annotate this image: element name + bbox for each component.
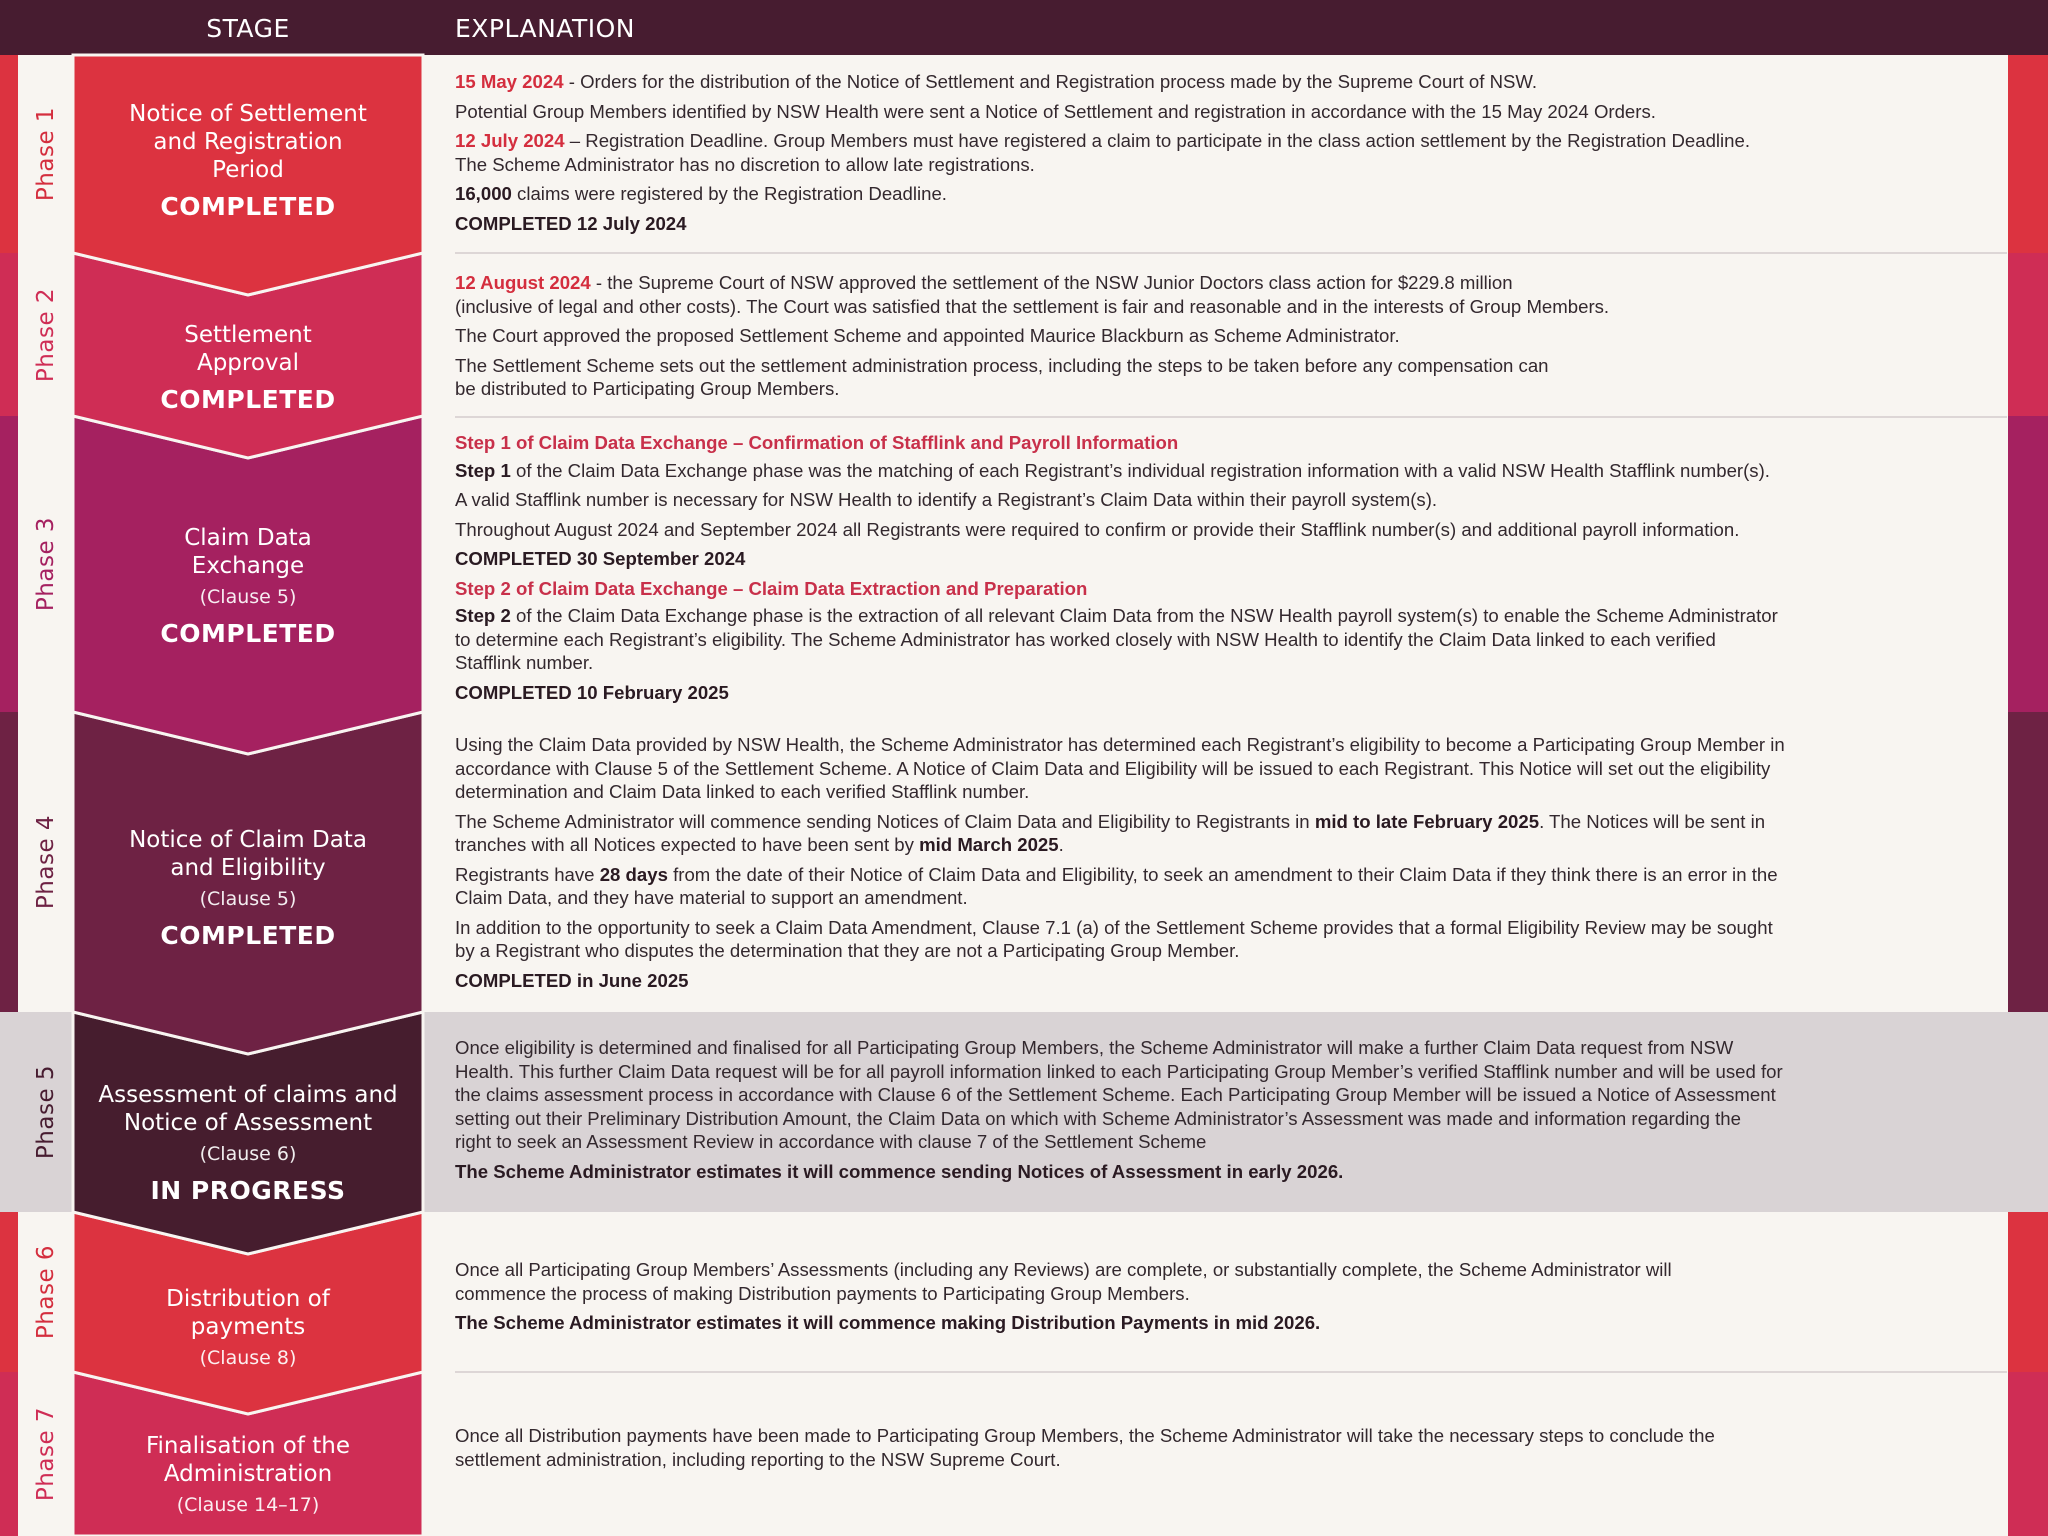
phase-label-text: Phase 2 bbox=[33, 287, 59, 382]
explanation-paragraph: Once all Participating Group Members’ Assessments (including any Reviews) are complete, or substantially complete, the Scheme Administrator will commence the process of making Distribution payments to Participating Group Members. bbox=[455, 1259, 1672, 1304]
stage-clause: (Clause 14–17) bbox=[176, 1494, 320, 1516]
phase-explanation bbox=[455, 1036, 2000, 1189]
stage-title: Claim Data Exchange bbox=[184, 525, 312, 579]
explanation-paragraph: A valid Stafflink number is necessary for NSW Health to identify a Registrant’s Claim Data within their payroll system(s). bbox=[455, 489, 1438, 510]
stage-text bbox=[73, 826, 423, 950]
explanation-column-header: EXPLANATION bbox=[455, 14, 635, 43]
row-divider bbox=[455, 252, 2007, 254]
explanation-paragraph: Using the Claim Data provided by NSW Health, the Scheme Administrator has determined each Registrant’s eligibility to become a Participating Group Member in accordance with Clause 5 of the Settlement Scheme. A Notice of Claim Data and Eligibility will be issued to each Registrant. This Notice will set out the eligibility determination and Claim Data linked to each verified Stafflink number. bbox=[455, 734, 1785, 802]
explanation-paragraph: Once all Distribution payments have been made to Participating Group Members, the Scheme Administrator will take the necessary steps to conclude the settlement administration, including reporting to the NSW Supreme Court. bbox=[455, 1425, 1715, 1470]
stage-text bbox=[73, 524, 423, 648]
phase-explanation bbox=[455, 1258, 2000, 1341]
explanation-paragraph: The Settlement Scheme sets out the settlement administration process, including the steps to be taken before any compensation can be distributed to Participating Group Members. bbox=[455, 354, 1549, 399]
stage-clause: (Clause 8) bbox=[199, 1347, 297, 1369]
explanation-paragraph: The Scheme Administrator will commence sending Notices of Claim Data and Eligibility to Registrants in mid to late February 2025. The Notices will be sent in tranches with all Notices expected to have been sent by mid March 2025. bbox=[455, 810, 1766, 855]
explanation-paragraph: 12 July 2024 – Registration Deadline. Group Members must have registered a claim to participate in the class action settlement by the Registration Deadline. The Scheme Administrator has no discretion to allow late registrations. bbox=[455, 130, 1751, 175]
stage-text bbox=[73, 1285, 423, 1372]
explanation-paragraph: 15 May 2024 - Orders for the distribution of the Notice of Settlement and Registration process made by the Supreme Court of NSW. bbox=[455, 71, 1538, 92]
stage-status: COMPLETED bbox=[160, 921, 336, 950]
stage-clause: (Clause 6) bbox=[199, 1143, 297, 1165]
stage-status: IN PROGRESS bbox=[150, 1176, 346, 1205]
phase-explanation bbox=[455, 1424, 2000, 1477]
stage-text bbox=[73, 100, 423, 221]
explanation-paragraph: 16,000 claims were registered by the Registration Deadline. bbox=[455, 183, 947, 204]
explanation-paragraph: COMPLETED in June 2025 bbox=[455, 969, 689, 991]
stage-title: Distribution of payments bbox=[166, 1286, 330, 1340]
stage-text bbox=[73, 1081, 423, 1205]
phase-label-text: Phase 3 bbox=[33, 516, 59, 612]
explanation-paragraph: Once eligibility is determined and finalised for all Participating Group Members, the Scheme Administrator will make a further Claim Data request from NSW Health. This further Claim Data request will be for all payroll information linked to each Participating Group Member’s verified Stafflink number and will be used for the claims assessment process in accordance with Clause 6 of the Settlement Scheme. Each Participating Group Member will be issued a Notice of Assessment setting out their Preliminary Distribution Amount, the Claim Data on which with Scheme Administrator’s Assessment was made and information regarding the right to seek an Assessment Review in accordance with clause 7 of the Settlement Scheme bbox=[455, 1037, 1783, 1152]
phase-explanation bbox=[455, 733, 2000, 998]
stage-text bbox=[73, 321, 423, 414]
stage-text bbox=[73, 1432, 423, 1519]
stage-title: Finalisation of the Administration bbox=[145, 1433, 351, 1487]
stage-column-header: STAGE bbox=[206, 14, 290, 43]
row-divider bbox=[455, 416, 2007, 418]
explanation-paragraph: Step 1 of the Claim Data Exchange phase was the matching of each Registrant’s individual registration information with a valid NSW Health Stafflink number(s). bbox=[455, 459, 1770, 481]
explanation-paragraph: COMPLETED 12 July 2024 bbox=[455, 212, 687, 234]
stage-status: COMPLETED bbox=[160, 619, 336, 648]
explanation-paragraph: COMPLETED 10 February 2025 bbox=[455, 681, 729, 703]
explanation-paragraph: Throughout August 2024 and September 2024 all Registrants were required to confirm or provide their Stafflink number(s) and additional payroll information. bbox=[455, 518, 1740, 540]
phase-explanation bbox=[455, 70, 2000, 241]
phase-label-text: Phase 4 bbox=[33, 814, 59, 910]
explanation-paragraph: The Court approved the proposed Settlement Scheme and appointed Maurice Blackburn as Scheme Administrator. bbox=[455, 325, 1400, 346]
row-divider bbox=[455, 1371, 2007, 1373]
explanation-paragraph: The Scheme Administrator estimates it will commence sending Notices of Assessment in early 2026. bbox=[455, 1160, 1344, 1182]
stage-title: Assessment of claims and Notice of Assessment bbox=[98, 1082, 398, 1136]
explanation-paragraph: 12 August 2024 - the Supreme Court of NSW approved the settlement of the NSW Junior Doctors class action for $229.8 million (inclusive of legal and other costs). The Court was satisfied that the settlement is fair and reasonable and in the interests of Group Members. bbox=[455, 272, 1610, 317]
step-heading: Step 1 of Claim Data Exchange – Confirmation of Stafflink and Payroll Information bbox=[455, 432, 1179, 453]
stage-status: COMPLETED bbox=[160, 385, 336, 414]
explanation-paragraph: Registrants have 28 days from the date of their Notice of Claim Data and Eligibility, to seek an amendment to their Claim Data if they think there is an error in the Claim Data, and they have material to support an amendment. bbox=[455, 863, 1778, 908]
explanation-paragraph: In addition to the opportunity to seek a Claim Data Amendment, Clause 7.1 (a) of the Settlement Scheme provides that a formal Eligibility Review may be sought by a Registrant who disputes the determination that they are not a Participating Group Member. bbox=[455, 916, 1773, 961]
phase-label-text: Phase 6 bbox=[33, 1244, 59, 1340]
stage-status: COMPLETED bbox=[160, 192, 336, 221]
stage-title: Notice of Settlement and Registration Period bbox=[129, 101, 367, 183]
explanation-paragraph: The Scheme Administrator estimates it will commence making Distribution Payments in mid 2026. bbox=[455, 1312, 1321, 1333]
stage-clause: (Clause 5) bbox=[199, 888, 297, 910]
explanation-paragraph: Potential Group Members identified by NSW Health were sent a Notice of Settlement and registration in accordance with the 15 May 2024 Orders. bbox=[455, 100, 1656, 122]
phase-label-text: Phase 5 bbox=[33, 1064, 59, 1160]
step-heading: Step 2 of Claim Data Exchange – Claim Data Extraction and Preparation bbox=[455, 577, 1088, 599]
phase-explanation bbox=[455, 431, 2000, 710]
stage-title: Notice of Claim Data and Eligibility bbox=[129, 827, 367, 881]
phase-explanation bbox=[455, 271, 2000, 407]
explanation-paragraph: COMPLETED 30 September 2024 bbox=[455, 548, 746, 569]
stage-clause: (Clause 5) bbox=[199, 586, 297, 608]
phase-label-text: Phase 7 bbox=[33, 1406, 59, 1502]
explanation-paragraph: Step 2 of the Claim Data Exchange phase is the extraction of all relevant Claim Data from the NSW Health payroll system(s) to enable the Scheme Administrator to determine each Registrant’s eligibility. The Scheme Administrator has worked closely with NSW Health to identify the Claim Data linked to each verified Stafflink number. bbox=[455, 605, 1778, 673]
stage-title: Settlement Approval bbox=[184, 322, 312, 376]
phase-label-text: Phase 1 bbox=[33, 106, 59, 202]
